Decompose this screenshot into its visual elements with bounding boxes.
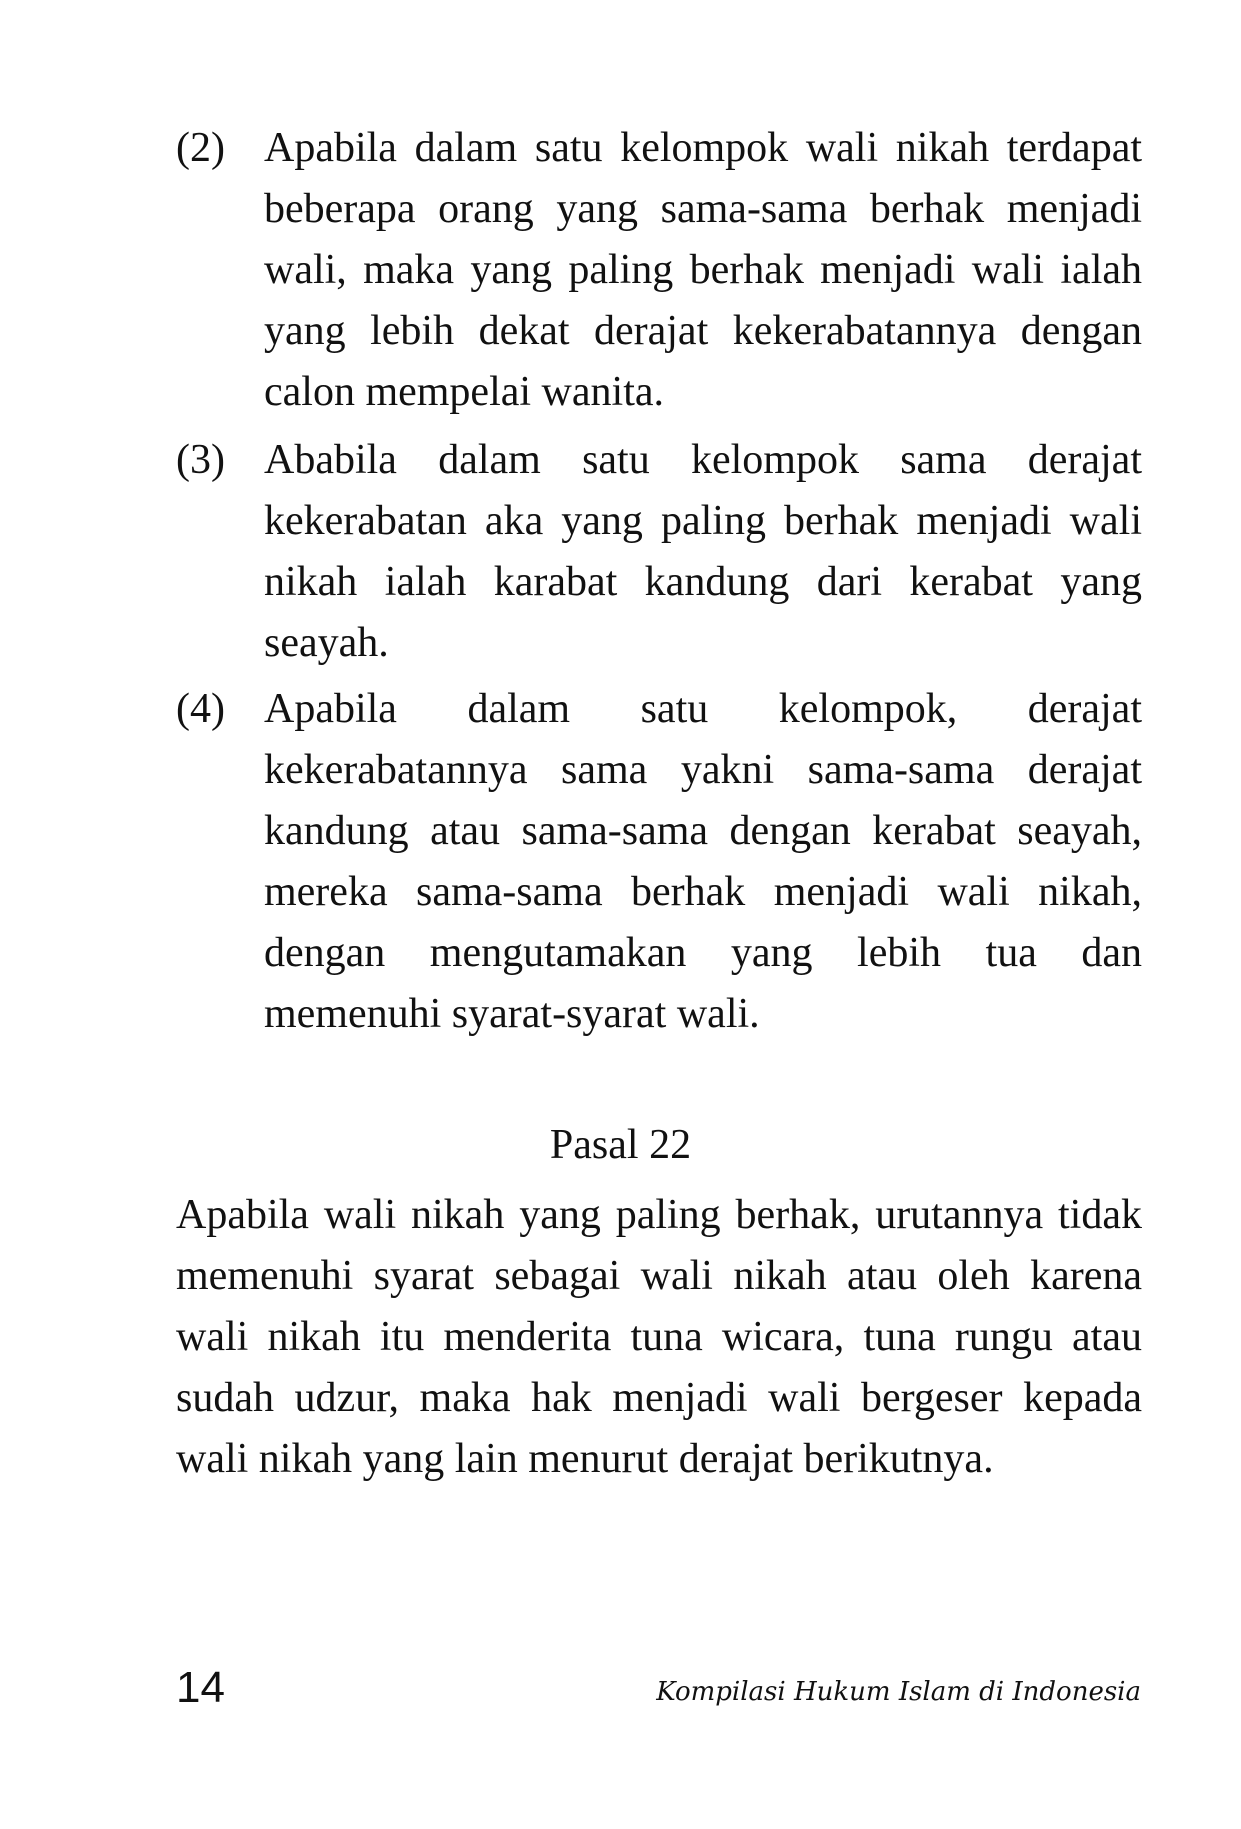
clause-4 xyxy=(176,679,1142,1045)
clause-number: (2) xyxy=(176,125,225,171)
clause-number: (4) xyxy=(176,686,225,732)
clause-text: Apabila dalam satu kelompok wali nikah terdapat beberapa orang yang sama-sama berhak menjadi wali, maka yang paling berhak menjadi wali ialah yang lebih dekat derajat kekerabatannya dengan calon mempelai wanita. xyxy=(264,125,1142,415)
clause-text: Apabila dalam satu kelompok, derajat kekerabatannya sama yakni sama-sama derajat kandung atau sama-sama dengan kerabat seayah, mereka sama-sama berhak menjadi wali nikah, dengan mengutamakan yang lebih tua dan memenuhi syarat-syarat wali. xyxy=(264,686,1142,1037)
clause-3 xyxy=(176,430,1142,674)
clause-text: Ababila dalam satu kelompok sama derajat kekerabatan aka yang paling berhak menjadi wali nikah ialah karabat kandung dari kerabat yang seayah. xyxy=(264,437,1142,666)
page-number: 14 xyxy=(176,1663,225,1712)
clause-number: (3) xyxy=(176,437,225,483)
section-heading: Pasal 22 xyxy=(549,1122,692,1168)
clause-2 xyxy=(176,118,1142,423)
running-title: Kompilasi Hukum Islam di Indonesia xyxy=(656,1677,1141,1707)
section-paragraph: Apabila wali nikah yang paling berhak, urutannya tidak memenuhi syarat sebagai wali nikah atau oleh karena wali nikah itu menderita tuna wicara, tuna rungu atau sudah udzur, maka hak menjadi wali bergeser kepada wali nikah yang lain menurut derajat berikutnya. xyxy=(176,1192,1142,1482)
